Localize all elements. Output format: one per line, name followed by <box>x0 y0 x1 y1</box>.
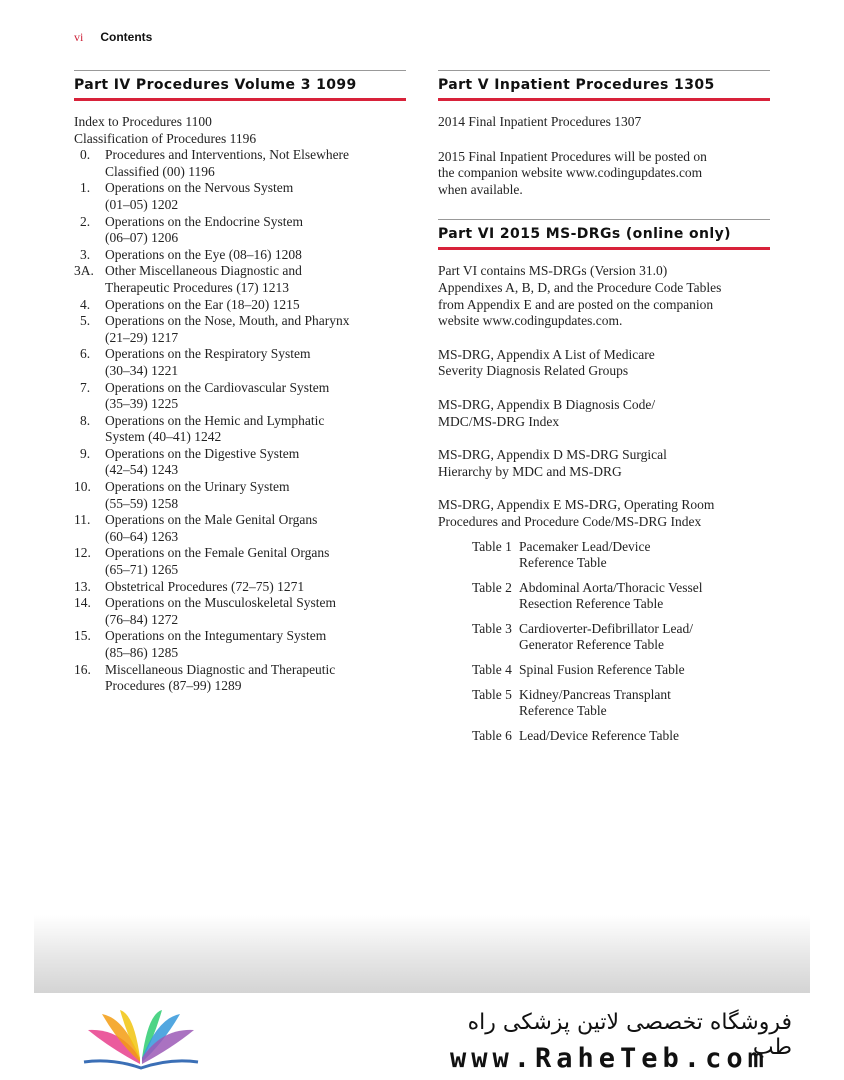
toc-item <box>74 214 406 247</box>
toc-item-text <box>105 545 406 578</box>
toc-item-number: 7. <box>80 379 91 395</box>
toc-item <box>74 446 406 479</box>
footer-fade <box>34 915 810 993</box>
table-label: Table 5 <box>472 686 512 702</box>
toc-item <box>74 545 406 578</box>
table-entry <box>472 662 770 679</box>
toc-item <box>74 579 406 596</box>
table-title <box>519 580 770 613</box>
toc-item-number: 9. <box>80 445 91 461</box>
part4-heading: Part IV Procedures Volume 3 1099 <box>74 70 406 101</box>
toc-item-line: (55–59) 1258 <box>105 495 179 511</box>
table-entry <box>472 621 770 654</box>
para-line: Appendixes A, B, D, and the Procedure Code Tables <box>438 279 722 295</box>
table-title-line: Cardioverter-Defibrillator Lead/ <box>519 620 694 636</box>
toc-item-number: 15. <box>74 628 91 644</box>
table-title-line: Spinal Fusion Reference Table <box>519 662 685 678</box>
toc-item-text <box>105 214 406 247</box>
para-line: MS-DRG, Appendix E MS-DRG, Operating Room <box>438 497 715 513</box>
table-entry <box>472 687 770 720</box>
toc-item-text <box>105 413 406 446</box>
toc-item-line: (30–34) 1221 <box>105 362 179 378</box>
classification-of-procedures: Classification of Procedures 1196 <box>74 130 257 146</box>
toc-item-line: Operations on the Digestive System <box>105 445 300 461</box>
toc-item-text <box>105 346 406 379</box>
toc-item-number: 0. <box>80 147 91 163</box>
table-label: Table 1 <box>472 538 512 554</box>
table-title <box>519 662 770 679</box>
table-label: Table 2 <box>472 579 512 595</box>
para-line: website www.codingupdates.com. <box>438 313 623 329</box>
toc-item-number: 12. <box>74 545 91 561</box>
toc-item-line: Operations on the Female Genital Organs <box>105 545 330 561</box>
para-line: Procedures and Procedure Code/MS-DRG Index <box>438 513 702 529</box>
table-label: Table 4 <box>472 662 512 678</box>
para-line: MS-DRG, Appendix A List of Medicare <box>438 346 655 362</box>
toc-item-line: System (40–41) 1242 <box>105 429 222 445</box>
toc-item-number: 6. <box>80 346 91 362</box>
toc-item-line: Procedures and Interventions, Not Elsewhere <box>105 147 350 163</box>
toc-item-text <box>105 479 406 512</box>
toc-item-line: Operations on the Musculoskeletal System <box>105 595 336 611</box>
page-header <box>74 30 152 45</box>
toc-item <box>74 479 406 512</box>
toc-item <box>74 512 406 545</box>
toc-item-line: Procedures (87–99) 1289 <box>105 678 242 694</box>
para-line: MDC/MS-DRG Index <box>438 413 560 429</box>
toc-item <box>74 147 406 180</box>
toc-item-text <box>105 628 406 661</box>
toc-item-line: Obstetrical Procedures (72–75) 1271 <box>105 578 305 594</box>
para-line: 2015 Final Inpatient Procedures will be posted on <box>438 148 707 164</box>
toc-item-line: Operations on the Ear (18–20) 1215 <box>105 296 300 312</box>
toc-item <box>74 313 406 346</box>
toc-item-text <box>105 446 406 479</box>
toc-item-line: Other Miscellaneous Diagnostic and <box>105 263 302 279</box>
toc-item-line: Operations on the Endocrine System <box>105 213 303 229</box>
part6-heading: Part VI 2015 MS-DRGs (online only) <box>438 219 770 250</box>
table-title-line: Reference Table <box>519 703 607 719</box>
table-entry <box>472 580 770 613</box>
toc-item-number: 4. <box>80 296 91 312</box>
toc-item-text <box>105 579 406 596</box>
toc-item-number: 3. <box>80 246 91 262</box>
table-title-line: Kidney/Pancreas Transplant <box>519 686 671 702</box>
toc-item-line: (42–54) 1243 <box>105 462 179 478</box>
toc-item-number: 2. <box>80 213 91 229</box>
procedures-toc-list <box>74 147 406 695</box>
toc-item-line: (85–86) 1285 <box>105 645 179 660</box>
part5-heading: Part V Inpatient Procedures 1305 <box>438 70 770 101</box>
toc-item-number: 13. <box>74 578 91 594</box>
appendix-d <box>438 447 770 480</box>
table-title <box>519 687 770 720</box>
toc-item-line: Operations on the Eye (08–16) 1208 <box>105 246 302 262</box>
toc-item-text <box>105 380 406 413</box>
toc-item-number: 10. <box>74 479 91 495</box>
toc-item-number: 5. <box>80 313 91 329</box>
toc-item-line: (65–71) 1265 <box>105 562 179 578</box>
toc-item <box>74 662 406 695</box>
toc-item-number: 14. <box>74 595 91 611</box>
toc-item-line: Classified (00) 1196 <box>105 163 215 179</box>
index-to-procedures: Index to Procedures 1100 <box>74 114 212 129</box>
inpatient-2015-note <box>438 149 770 199</box>
table-title-line: Lead/Device Reference Table <box>519 727 679 743</box>
toc-item <box>74 263 406 296</box>
toc-item-line: (06–07) 1206 <box>105 230 179 246</box>
page-number: vi <box>74 30 84 44</box>
appendix-b <box>438 397 770 430</box>
para-line: Part VI contains MS-DRGs (Version 31.0) <box>438 263 668 279</box>
table-label: Table 3 <box>472 620 512 636</box>
toc-item-line: Therapeutic Procedures (17) 1213 <box>105 279 290 295</box>
toc-item-line: Operations on the Respiratory System <box>105 346 311 362</box>
toc-item-line: Operations on the Male Genital Organs <box>105 512 318 528</box>
toc-item-line: (21–29) 1217 <box>105 329 179 345</box>
para-line: the companion website www.codingupdates.com <box>438 165 703 181</box>
appendix-a <box>438 347 770 380</box>
table-title-line: Abdominal Aorta/Thoracic Vessel <box>519 579 703 595</box>
toc-item-line: Operations on the Nervous System <box>105 180 294 196</box>
store-url: www.RaheTeb.com <box>450 1043 769 1074</box>
toc-item-number: 16. <box>74 661 91 677</box>
para-line: Hierarchy by MDC and MS-DRG <box>438 463 622 479</box>
right-column <box>438 70 770 752</box>
toc-item <box>74 413 406 446</box>
toc-item-line: (60–64) 1263 <box>105 528 179 544</box>
toc-item-line: (35–39) 1225 <box>105 396 179 412</box>
toc-item-line: Operations on the Urinary System <box>105 479 290 495</box>
toc-item-line: (76–84) 1272 <box>105 611 179 627</box>
page-title: Contents <box>100 30 153 44</box>
store-name: فروشگاه تخصصی لاتین پزشکی راه طب <box>467 1010 792 1060</box>
toc-item-text <box>105 247 406 264</box>
logo-book-base <box>84 1061 198 1068</box>
table-title <box>519 539 770 572</box>
toc-item <box>74 380 406 413</box>
toc-item-text <box>105 595 406 628</box>
left-column <box>74 70 406 695</box>
toc-item <box>74 247 406 264</box>
toc-item-number: 8. <box>80 412 91 428</box>
table-title-line: Resection Reference Table <box>519 596 664 612</box>
book-logo-icon <box>80 1008 202 1070</box>
table-title <box>519 728 770 745</box>
procedure-tables-list <box>472 539 770 745</box>
table-title <box>519 621 770 654</box>
toc-item-line: Operations on the Cardiovascular System <box>105 379 330 395</box>
toc-item-text <box>105 297 406 314</box>
toc-item-line: Miscellaneous Diagnostic and Therapeutic <box>105 661 336 677</box>
inpatient-2014: 2014 Final Inpatient Procedures 1307 <box>438 114 642 129</box>
toc-item <box>74 297 406 314</box>
toc-item-text <box>105 263 406 296</box>
toc-item <box>74 628 406 661</box>
part6-intro <box>438 263 770 329</box>
appendix-e <box>438 497 770 530</box>
table-label: Table 6 <box>472 727 512 743</box>
para-line: Severity Diagnosis Related Groups <box>438 363 629 379</box>
toc-item-line: Operations on the Nose, Mouth, and Pharynx <box>105 313 350 329</box>
table-entry <box>472 539 770 572</box>
toc-item-line: (01–05) 1202 <box>105 196 179 212</box>
toc-item-text <box>105 512 406 545</box>
para-line: from Appendix E and are posted on the companion <box>438 296 714 312</box>
toc-item <box>74 346 406 379</box>
table-title-line: Reference Table <box>519 555 607 571</box>
toc-item-number: 1. <box>80 180 91 196</box>
toc-item-text <box>105 180 406 213</box>
table-title-line: Pacemaker Lead/Device <box>519 538 651 554</box>
toc-item <box>74 180 406 213</box>
toc-item-line: Operations on the Integumentary System <box>105 628 327 644</box>
toc-item-number: 3A. <box>74 263 94 279</box>
toc-item-number: 11. <box>74 512 91 528</box>
toc-item-text <box>105 147 406 180</box>
toc-item <box>74 595 406 628</box>
para-line: MS-DRG, Appendix D MS-DRG Surgical <box>438 447 667 463</box>
table-title-line: Generator Reference Table <box>519 637 664 653</box>
table-entry <box>472 728 770 745</box>
toc-item-text <box>105 662 406 695</box>
para-line: MS-DRG, Appendix B Diagnosis Code/ <box>438 396 656 412</box>
toc-item-text <box>105 313 406 346</box>
toc-item-line: Operations on the Hemic and Lymphatic <box>105 412 325 428</box>
para-line: when available. <box>438 181 523 197</box>
